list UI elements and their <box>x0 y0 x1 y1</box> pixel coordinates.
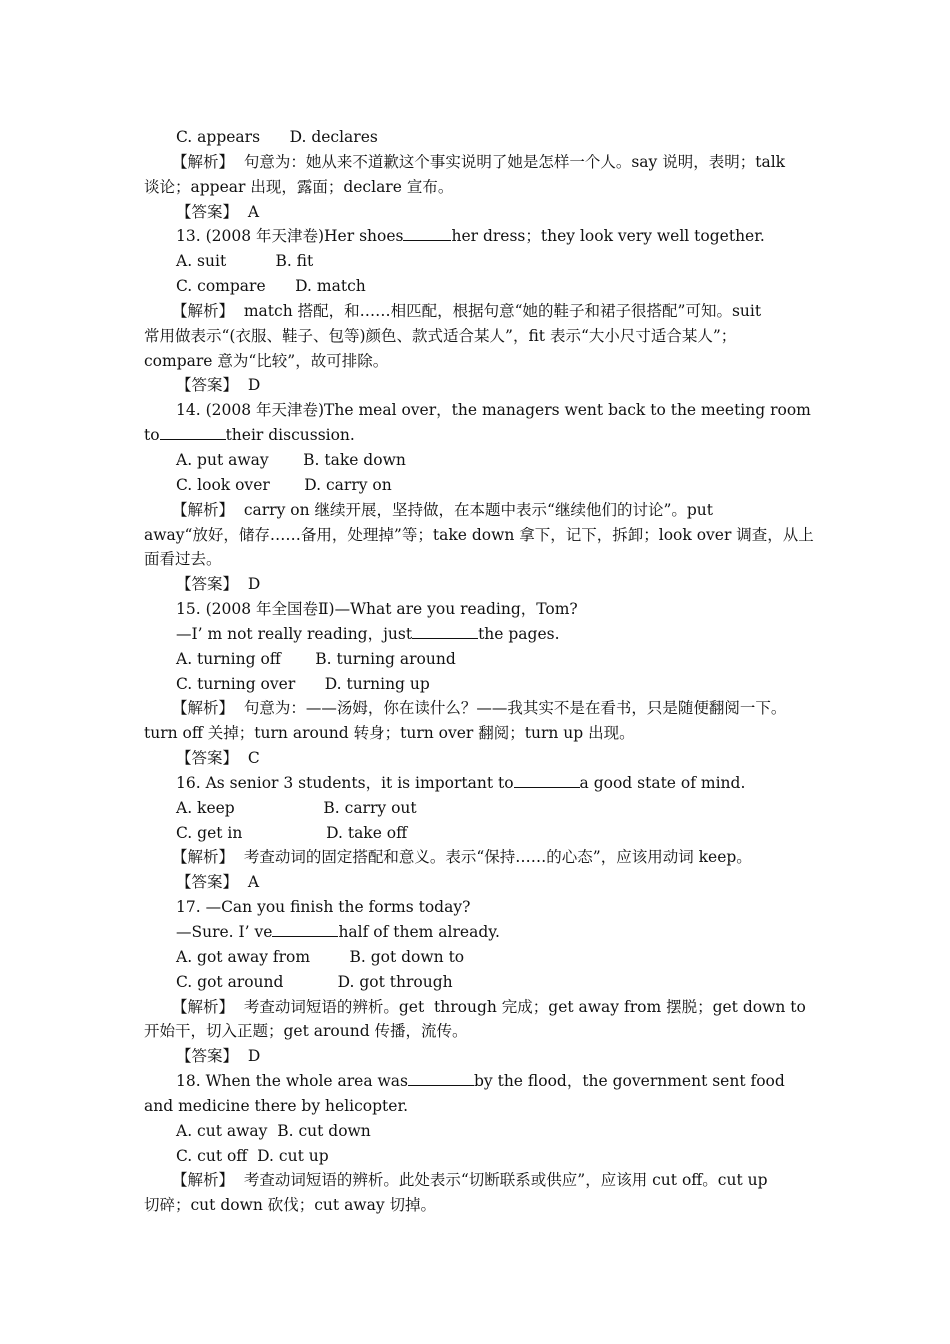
q14-stem-part2: their discussion. <box>225 426 355 445</box>
q14-options-ab: A. put away B. take down <box>176 450 406 469</box>
q18-options-cd: C. cut off D. cut up <box>176 1146 329 1165</box>
q18-options-ab: A. cut away B. cut down <box>176 1121 371 1140</box>
q17-stem-part2: half of them already. <box>338 923 500 941</box>
q12-analysis: 【解析】 句意为：她从来不道歉这个事实说明了她是怎样一个人。say 说明，表明；talk <box>172 152 786 171</box>
answer-blank <box>514 771 580 788</box>
q18-analysis: 【解析】 考查动词短语的辨析。此处表示“切断联系或供应”，应该用 cut off。cut up <box>172 1171 768 1190</box>
q16-answer: 【答案】 A <box>176 873 260 892</box>
q14-stem-part1: to <box>144 426 160 445</box>
q13-options-cd: C. compare D. match <box>176 277 366 296</box>
q18-stem-cont: and medicine there by helicopter. <box>144 1096 409 1115</box>
q14-analysis-cont: away“放好，储存……备用，处理掉”等；take down 拿下，记下，拆卸；look over 调查，从上 <box>144 525 814 544</box>
q12-answer: 【答案】 A <box>176 202 260 221</box>
q14-stem-cont <box>144 423 810 448</box>
document-body <box>144 125 814 1218</box>
q18-stem <box>144 1069 810 1094</box>
answer-blank <box>272 920 338 937</box>
q15-options-ab: A. turning off B. turning around <box>176 649 456 668</box>
q17-analysis: 【解析】 考查动词短语的辨析。get through 完成；get away from 摆脱；get down to <box>172 997 806 1016</box>
answer-blank <box>412 622 478 639</box>
q15-stem-cont <box>144 622 810 647</box>
q17-answer: 【答案】 D <box>176 1047 261 1066</box>
q15-options-cd: C. turning over D. turning up <box>176 674 430 693</box>
q15-stem: 15. (2008 年全国卷Ⅱ)—What are you reading，Tom? <box>176 600 578 619</box>
q12-analysis-cont: 谈论；appear 出现，露面；declare 宣布。 <box>144 177 454 196</box>
q15-stem-part2: the pages. <box>478 624 560 643</box>
q16-options-cd: C. get in D. take off <box>176 823 408 842</box>
q14-answer: 【答案】 D <box>176 575 261 594</box>
q17-options-ab: A. got away from B. got down to <box>176 947 465 966</box>
q17-options-cd: C. got around D. got through <box>176 972 453 991</box>
q13-analysis: 【解析】 match 搭配，和……相匹配，根据句意“她的鞋子和裙子很搭配”可知。suit <box>172 301 762 320</box>
q14-options-cd: C. look over D. carry on <box>176 475 392 494</box>
q13-stem-part1: 13. (2008 年天津卷)Her shoes <box>176 227 404 246</box>
q14-analysis-cont2: 面看过去。 <box>144 550 222 569</box>
q18-analysis-cont: 切碎；cut down 砍伐；cut away 切掉。 <box>144 1196 437 1215</box>
q16-analysis: 【解析】 考查动词的固定搭配和意义。表示“保持……的心态”，应该用动词 keep。 <box>172 848 752 867</box>
q18-stem-part2: by the flood，the government sent food <box>473 1072 785 1091</box>
q15-answer: 【答案】 C <box>176 749 260 768</box>
answer-blank <box>403 224 451 241</box>
q14-stem: 14. (2008 年天津卷)The meal over，the managers went back to the meeting room <box>176 401 811 420</box>
q16-stem-part2: a good state of mind. <box>579 773 746 792</box>
q13-options-ab: A. suit B. fit <box>176 252 314 271</box>
q13-stem-part2: her dress；they look very well together. <box>451 227 765 246</box>
q16-options-ab: A. keep B. carry out <box>176 798 417 817</box>
q17-stem-part1: —Sure. I’ ve <box>176 923 273 941</box>
q17-stem: 17. —Can you finish the forms today? <box>176 898 471 917</box>
q16-stem-part1: 16. As senior 3 students，it is important to <box>176 773 514 792</box>
q17-analysis-cont: 开始干，切入正题；get around 传播，流传。 <box>144 1022 468 1041</box>
q15-analysis: 【解析】 句意为：——汤姆，你在读什么？——我其实不是在看书，只是随便翻阅一下。 <box>172 699 787 718</box>
q12-options-cd: C. appears D. declares <box>176 128 378 146</box>
q13-analysis-cont: 常用做表示“(衣服、鞋子、包等)颜色、款式适合某人”，fit 表示“大小尺寸适合某人”； <box>144 326 737 345</box>
q13-stem <box>144 224 810 249</box>
q17-stem-cont <box>144 920 810 945</box>
q13-answer: 【答案】 D <box>176 376 261 395</box>
q16-stem <box>144 771 810 796</box>
q13-analysis-cont2: compare 意为“比较”，故可排除。 <box>144 351 389 370</box>
q15-stem-part1: —I’ m not really reading，just <box>176 624 413 643</box>
q14-analysis: 【解析】 carry on 继续开展，坚持做，在本题中表示“继续他们的讨论”。put <box>172 500 714 519</box>
q18-stem-part1: 18. When the whole area was <box>176 1072 408 1091</box>
answer-blank <box>408 1069 474 1086</box>
q15-analysis-cont: turn off 关掉；turn around 转身；turn over 翻阅；turn up 出现。 <box>144 724 635 743</box>
answer-blank <box>160 423 226 440</box>
